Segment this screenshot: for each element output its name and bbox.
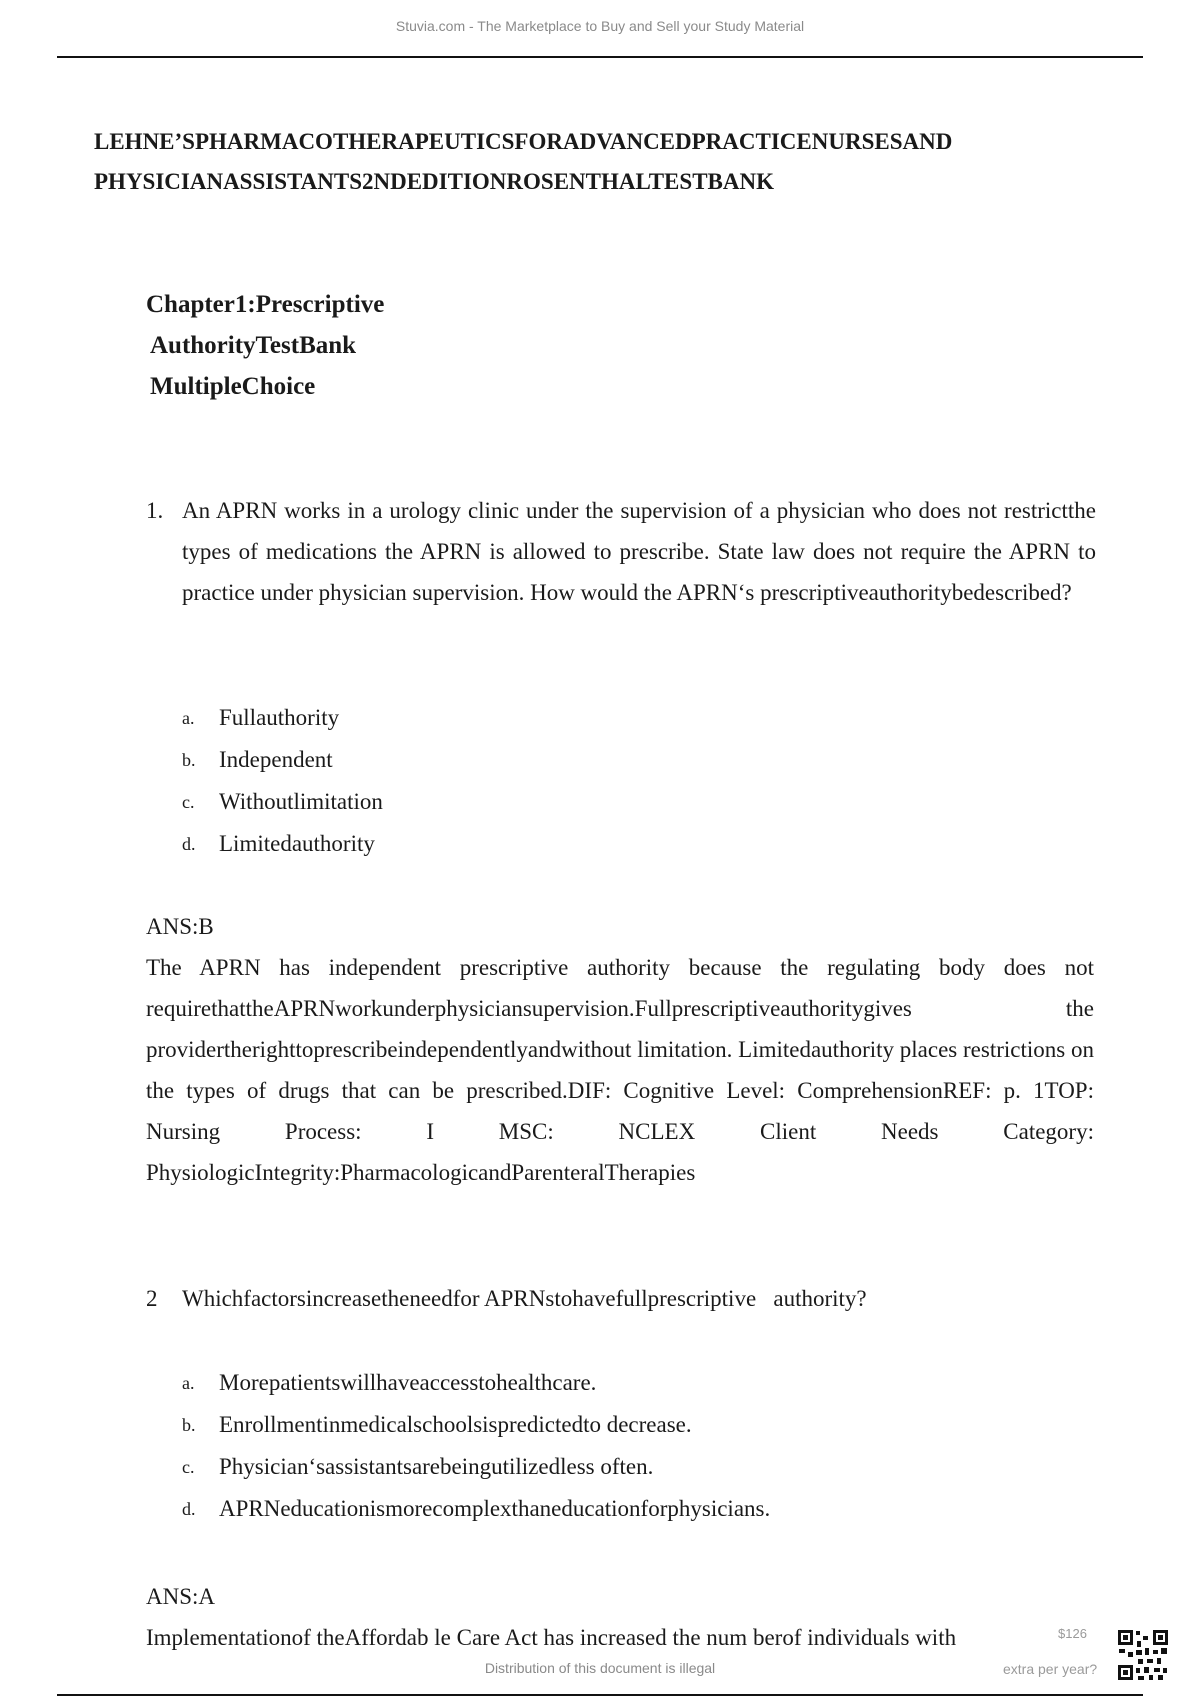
option-text: Physician‘sassistantsarebeingutilizedless often. — [219, 1454, 654, 1479]
option-b — [182, 739, 383, 781]
chapter-heading — [146, 284, 384, 407]
question-2-options — [182, 1362, 770, 1530]
question-stem: An APRN works in a urology clinic under the supervision of a physician who does not restrictthe types of medications the APRN is allowed to prescribe. State law does not require the APRN to practice under physician supervision. How would the APRN‘s prescriptiveauthoritybedescribed? — [182, 498, 1096, 605]
option-a — [182, 697, 383, 739]
option-c — [182, 781, 383, 823]
title-line-2: PHYSICIANASSISTANTS2NDEDITIONROSENTHALTESTBANK — [94, 169, 774, 194]
title-line-1: LEHNE’SPHARMACOTHERAPEUTICSFORADVANCEDPRACTICENURSESAND — [94, 129, 953, 154]
question-number: 2 — [146, 1286, 158, 1311]
question-1 — [146, 490, 1096, 613]
option-text: Limitedauthority — [219, 831, 375, 856]
question-2 — [146, 1278, 1096, 1319]
option-letter: b. — [182, 1415, 196, 1435]
footer-notice: Distribution of this document is illegal — [484, 1660, 716, 1676]
option-letter: a. — [182, 1373, 195, 1393]
option-letter: d. — [182, 834, 196, 854]
document-title — [94, 122, 1124, 202]
qr-code-icon[interactable] — [1116, 1628, 1170, 1682]
chapter-line-1: Chapter1:Prescriptive — [146, 291, 385, 318]
option-letter: b. — [182, 750, 196, 770]
option-text: Independent — [219, 747, 333, 772]
option-letter: c. — [182, 792, 195, 812]
question-stem: Whichfactorsincreasetheneedfor APRNstohavefullprescriptive authority? — [182, 1286, 867, 1311]
question-number: 1. — [146, 498, 164, 523]
option-b — [182, 1404, 770, 1446]
option-a — [182, 1362, 770, 1404]
footer-rule — [57, 1694, 1143, 1696]
option-text: APRNeducationismorecomplexthaneducationforphysicians. — [219, 1496, 771, 1521]
chapter-line-2: AuthorityTestBank — [150, 332, 357, 359]
option-letter: d. — [182, 1499, 196, 1519]
answer-rationale: The APRN has independent prescriptive authority because the regulating body does not requirethattheAPRNworkunderphysiciansupervision.Fullprescriptiveauthoritygives the providertherighttoprescribeindependentlyandwithout limitation. Limitedauthority places restrictions on the types of drugs that can be prescribed.DIF: Cognitive Level: ComprehensionREF: p. 1TOP: Nursing Process: I MSC: NCLEX Client Needs Category: PhysiologicIntegrity:PharmacologicandParenteralTherapies — [146, 955, 1094, 1185]
option-letter: a. — [182, 708, 195, 728]
header-rule — [57, 56, 1143, 58]
option-d — [182, 823, 383, 865]
question-1-answer — [146, 906, 1094, 1193]
price-badge: $126 — [1058, 1626, 1087, 1641]
chapter-line-3: MultipleChoice — [150, 373, 316, 400]
answer-key: ANS:A — [146, 1584, 216, 1609]
answer-rationale: Implementationof theAffordab le Care Act has increased the num berof individuals with — [146, 1625, 957, 1650]
option-c — [182, 1446, 770, 1488]
option-d — [182, 1488, 770, 1530]
option-letter: c. — [182, 1457, 195, 1477]
header-watermark: Stuvia.com - The Marketplace to Buy and Sell your Study Material — [395, 18, 805, 34]
answer-key: ANS:B — [146, 914, 214, 939]
earn-link[interactable]: extra per year? — [1003, 1661, 1098, 1677]
option-text: Morepatientswillhaveaccesstohealthcare. — [219, 1370, 597, 1395]
option-text: Enrollmentinmedicalschoolsispredictedto decrease. — [219, 1412, 692, 1437]
option-text: Fullauthority — [219, 705, 340, 730]
question-1-options — [182, 697, 383, 865]
question-2-answer — [146, 1576, 1094, 1658]
option-text: Withoutlimitation — [219, 789, 383, 814]
